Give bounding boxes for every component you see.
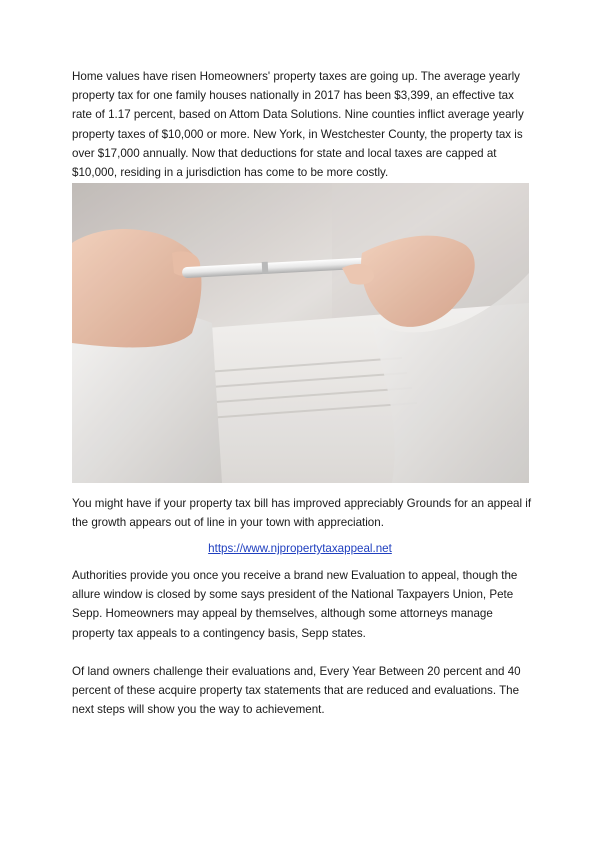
intro-paragraph: Home values have risen Homeowners' property taxes are going up. The average yearly property tax for one family houses nationally in 2017 has been $3,399, an effective tax rate of 1.17 percent, based on Attom Data Solutions. Nine counties inflict average yearly property taxes of $10,000 or more. New York, in Westchester County, the property tax is over $17,000 annually. Now that deductions for state and local taxes are capped at $10,000, residing in a jurisdiction has come to be more costly. <box>72 70 524 180</box>
link-line <box>0 539 600 558</box>
njpropertytaxappeal-link[interactable]: https://www.njpropertytaxappeal.net <box>208 542 392 555</box>
authorities-paragraph: Authorities provide you once you receive a brand new Evaluation to appeal, though the allure window is closed by some says president of the National Taxpayers Union, Pete Sepp. Homeowners may appeal by themselves, although some attorneys manage property tax appeals to a contingency basis, Sepp states. <box>72 569 518 640</box>
appeal-paragraph: You might have if your property tax bill has improved appreciably Grounds for an appeal if the growth appears out of line in your town with appreciation. <box>72 497 532 530</box>
hands-holding-pen-photo <box>72 183 529 483</box>
landowners-paragraph: Of land owners challenge their evaluations and, Every Year Between 20 percent and 40 percent of these acquire property tax statements that are reduced and evaluations. The next steps will show you the way to achievement. <box>72 665 521 717</box>
